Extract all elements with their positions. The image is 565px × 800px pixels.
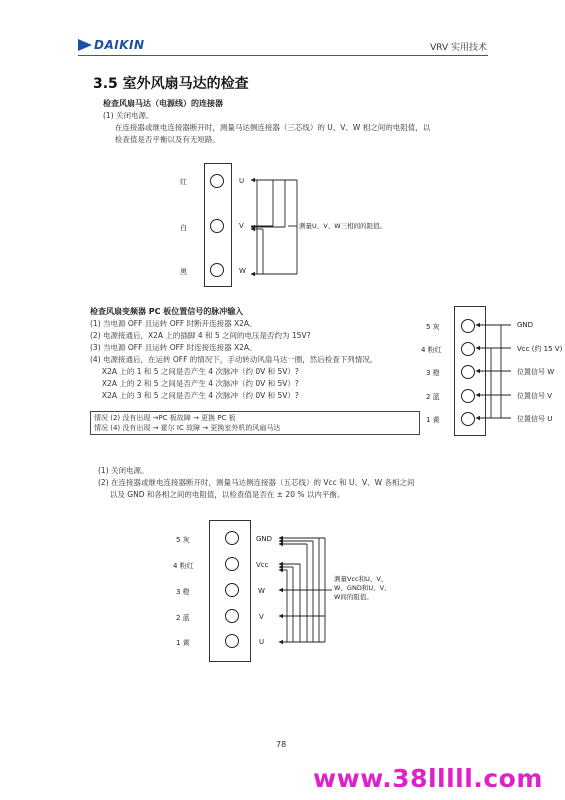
part1-label-v: V	[239, 222, 244, 230]
part1-wire-black: 黑	[180, 268, 187, 276]
part2-signal-w: 位置信号 W	[517, 368, 555, 376]
part2-signal-gnd: GND	[517, 321, 534, 329]
part1-step-3: 检查值是否平衡以及有无短路。	[103, 135, 220, 144]
part2-step-3: (3) 当电源 OFF 且运转 OFF 时连接连接器 X2A。	[90, 343, 257, 352]
part1-heading: 检查风扇马达（电源线）的连接器	[103, 99, 223, 108]
part2-step-1: (1) 当电源 OFF 且运转 OFF 时断开连接器 X2A。	[90, 319, 257, 328]
part3-label-gnd: GND	[256, 535, 273, 543]
part1-step-1: (1) 关闭电源。	[103, 111, 154, 120]
part2-wire-1: 1 黄	[426, 416, 440, 424]
part3-label-vcc: Vcc	[256, 561, 269, 569]
page-number: 78	[276, 740, 287, 749]
part3-step-1: (1) 关闭电源。	[98, 466, 149, 475]
part3-note-line-2: W、GND和U、V、	[334, 584, 391, 592]
part3-note-line-3: W间的阻值。	[334, 593, 373, 601]
part2-step-4: (4) 电源接通后，在运转 OFF 的情况下，手动转动风扇马达一圈，然后检查下列情况。	[90, 355, 378, 364]
page-title: 3.5 室外风扇马达的检查	[93, 76, 249, 92]
part2-case-1: 情况 (2) 没有出现 →PC 板故障 → 更换 PC 板	[94, 414, 236, 422]
part2-case-2: 情况 (4) 没有出现 → 霍尔 IC 故障 → 更换室外机的风扇马达	[94, 424, 281, 432]
part3-wire-4: 4 粉红	[173, 562, 194, 570]
part3-step-3: 以及 GND 和各相之间的电阻值，以检查值是否在 ± 20 % 以内平衡。	[98, 490, 345, 499]
part2-signal-v: 位置信号 V	[517, 392, 553, 400]
part3-label-u: U	[259, 638, 265, 646]
part2-wire-2: 2 蓝	[426, 393, 440, 401]
part2-step-4a: X2A 上的 1 和 5 之间是否产生 4 次脉冲（约 0V 和 5V）?	[90, 367, 299, 376]
part1-label-u: U	[239, 177, 245, 185]
part2-signal-vcc: Vcc (约 15 V)	[517, 345, 563, 353]
part1-wire-white: 白	[180, 224, 187, 232]
part2-step-4c: X2A 上的 3 和 5 之间是否产生 4 次脉冲（约 0V 和 5V）?	[90, 391, 299, 400]
part3-note-line-1: 测量Vcc和U、V、	[334, 575, 388, 583]
part1-wire-red: 红	[180, 178, 187, 186]
watermark: www.38lllll.com	[313, 764, 543, 793]
part3-wire-1: 1 黄	[176, 639, 190, 647]
part2-wire-4: 4 粉红	[421, 346, 442, 354]
part1-note: 测量U、V、W三相间的阻值。	[299, 222, 387, 230]
part3-wire-2: 2 蓝	[176, 614, 190, 622]
part1-step-2: 在连接器或继电连接器断开时，测量马达侧连接器（三芯线）的 U、V、W 相之间的电阻值，以	[103, 123, 431, 132]
part3-wire-3: 3 橙	[176, 588, 190, 596]
part2-wire-5: 5 灰	[426, 323, 440, 331]
part2-wire-3: 3 橙	[426, 369, 440, 377]
part3-wire-5: 5 灰	[176, 536, 190, 544]
part2-step-4b: X2A 上的 2 和 5 之间是否产生 4 次脉冲（约 0V 和 5V）?	[90, 379, 299, 388]
part2-signal-u: 位置信号 U	[517, 415, 553, 423]
part2-heading: 检查风扇变频器 PC 板位置信号的脉冲输入	[90, 307, 244, 316]
part3-label-v: V	[259, 613, 264, 621]
part1-label-w: W	[239, 267, 246, 275]
part3-step-2: (2) 在连接器或继电连接器断开时，测量马达侧连接器（五芯线）的 Vcc 和 U、V、W 各相之间	[98, 478, 415, 487]
part2-step-2: (2) 电源接通后，X2A 上的插脚 4 和 5 之间的电压是否约为 15V?	[90, 331, 311, 340]
part3-label-w: W	[258, 587, 265, 595]
brand-name: DAIKIN	[94, 38, 145, 52]
header-section-title: VRV 实用技术	[430, 43, 487, 53]
